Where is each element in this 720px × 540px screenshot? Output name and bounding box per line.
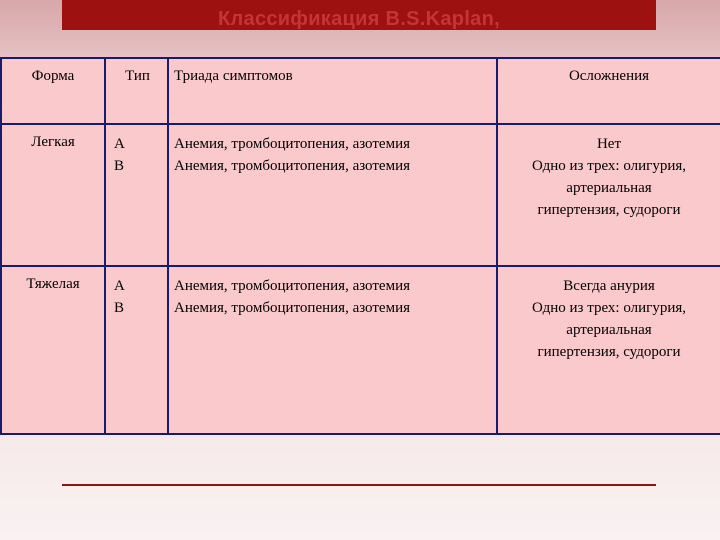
- type-b: В: [114, 299, 125, 316]
- complication-line: гипертензия, судороги: [537, 202, 681, 219]
- type-cell: [105, 266, 168, 434]
- triad-b: Анемия, тромбоцитопения, азотемия: [174, 299, 410, 316]
- header-form: Форма: [31, 68, 75, 84]
- table-row: [1, 266, 720, 434]
- triad-b: Анемия, тромбоцитопения, азотемия: [174, 158, 410, 175]
- slide-title: Классификация B.S.Kaplan,: [218, 8, 500, 30]
- complications-cell: [497, 266, 720, 434]
- form-label: Легкая: [31, 134, 75, 151]
- complication-line: гипертензия, судороги: [537, 343, 681, 360]
- classification-table: [0, 57, 720, 435]
- complication-line: Одно из трех: олигурия,: [531, 158, 686, 175]
- complication-line: артериальная: [566, 180, 652, 197]
- complication-line: Нет: [596, 136, 622, 153]
- triad-a: Анемия, тромбоцитопения, азотемия: [174, 136, 410, 153]
- triad-cell: [168, 266, 497, 434]
- form-cell: [1, 124, 105, 265]
- bottom-rule: [62, 484, 656, 486]
- form-cell: [1, 266, 105, 434]
- table-row: [1, 124, 720, 265]
- header-cell-triad: [168, 58, 497, 124]
- header-triad: Триада симптомов: [174, 68, 293, 84]
- title-bar: [62, 0, 656, 30]
- type-a: А: [114, 136, 125, 153]
- complication-line: Одно из трех: олигурия,: [531, 299, 686, 316]
- type-b: В: [114, 158, 125, 175]
- header-cell-complications: [497, 58, 720, 124]
- form-label: Тяжелая: [26, 275, 80, 292]
- header-cell-type: [105, 58, 168, 124]
- triad-a: Анемия, тромбоцитопения, азотемия: [174, 277, 410, 294]
- header-type: Тип: [125, 68, 150, 84]
- complication-line: Всегда анурия: [563, 277, 655, 294]
- complications-cell: [497, 124, 720, 265]
- table-header-row: [1, 58, 720, 124]
- triad-cell: [168, 124, 497, 265]
- complication-line: артериальная: [566, 321, 652, 338]
- header-cell-form: [1, 58, 105, 124]
- header-complications: Осложнения: [568, 68, 650, 84]
- type-cell: [105, 124, 168, 265]
- type-a: А: [114, 277, 125, 294]
